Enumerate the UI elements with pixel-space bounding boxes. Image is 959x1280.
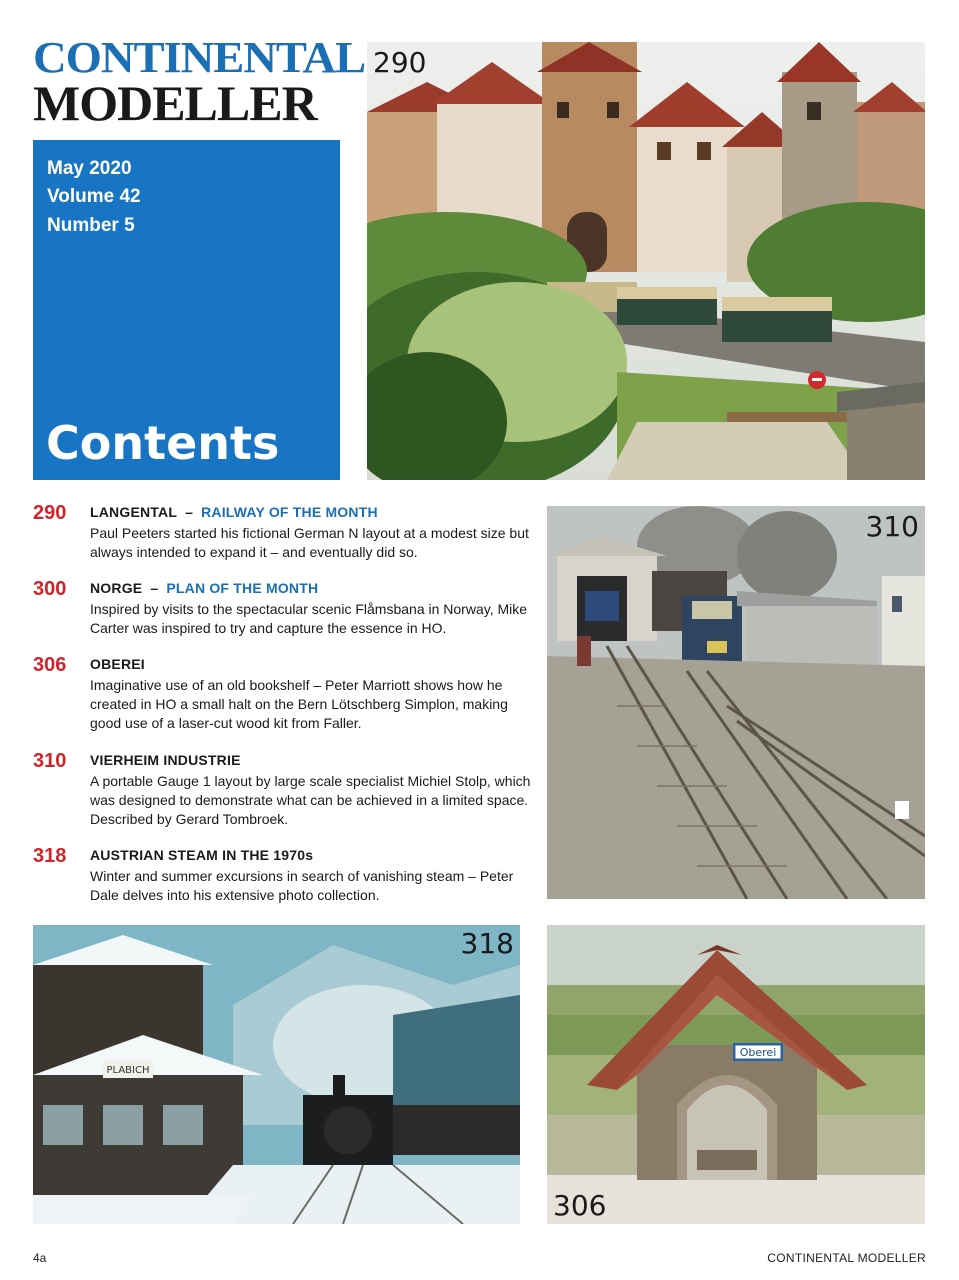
photo-langental-layout (367, 42, 925, 480)
footer-publication: CONTINENTAL MODELLER (767, 1251, 926, 1265)
entry-separator: – (185, 504, 194, 520)
entry-page-number: 300 (33, 578, 67, 600)
photo-austrian-steam (33, 925, 520, 1224)
photo-page-number: 310 (865, 510, 919, 543)
entry-heading (90, 656, 145, 672)
entry-title: OBEREI (90, 656, 145, 672)
entry-category: PLAN OF THE MONTH (166, 580, 319, 596)
entry-title: NORGE (90, 580, 143, 596)
issue-date: May 2020 (47, 158, 132, 179)
entry-page-number: 310 (33, 750, 67, 772)
photo-oberei-shelter (547, 925, 925, 1224)
contents-title: Contents (46, 416, 280, 470)
entry-heading (90, 580, 318, 596)
masthead-continental: CONTINENTAL (33, 33, 366, 82)
photo-page-number: 306 (553, 1189, 607, 1222)
photo-page-number: 290 (373, 46, 427, 79)
entry-description: Paul Peeters started his fictional German N layout at a modest size but always intended to expand it – and eventually did so. (90, 525, 529, 560)
entry-page-number: 290 (33, 502, 67, 524)
entry-page-number: 318 (33, 845, 67, 867)
entry-title: VIERHEIM INDUSTRIE (90, 752, 241, 768)
entry-heading (90, 504, 378, 520)
photo-page-number: 318 (460, 927, 514, 960)
entry-page-number: 306 (33, 654, 67, 676)
masthead-modeller: MODELLER (33, 75, 317, 131)
footer-page-number: 4a (33, 1251, 47, 1265)
shelter-sign-text: Oberei (739, 1046, 777, 1059)
issue-number: Number 5 (47, 215, 135, 236)
entry-description: Inspired by visits to the spectacular scenic Flåmsbana in Norway, Mike Carter was inspired to try and capture the essence in HO. (90, 601, 528, 636)
issue-panel (33, 140, 340, 480)
station-sign-text: PLABICH (106, 1065, 150, 1076)
entry-heading (90, 752, 241, 768)
entry-category: RAILWAY OF THE MONTH (201, 504, 378, 520)
photo-vierheim-industrie (547, 506, 925, 899)
entry-title: LANGENTAL (90, 504, 178, 520)
entry-separator: – (150, 580, 159, 596)
issue-volume: Volume 42 (47, 186, 141, 207)
entry-description: Winter and summer excursions in search of vanishing steam – Peter Dale delves into his extensive photo collection. (90, 868, 514, 903)
entry-description: A portable Gauge 1 layout by large scale specialist Michiel Stolp, which was designed to demonstrate what can be achieved in a limited space. Described by Gerard Tombroek. (90, 773, 531, 827)
entry-heading (90, 847, 313, 863)
entry-title: AUSTRIAN STEAM IN THE 1970s (90, 847, 314, 863)
entry-description: Imaginative use of an old bookshelf – Peter Marriott shows how he created in HO a small halt on the Bern Lötschberg Simplon, making good use of a laser-cut wood kit from Faller. (90, 677, 508, 731)
